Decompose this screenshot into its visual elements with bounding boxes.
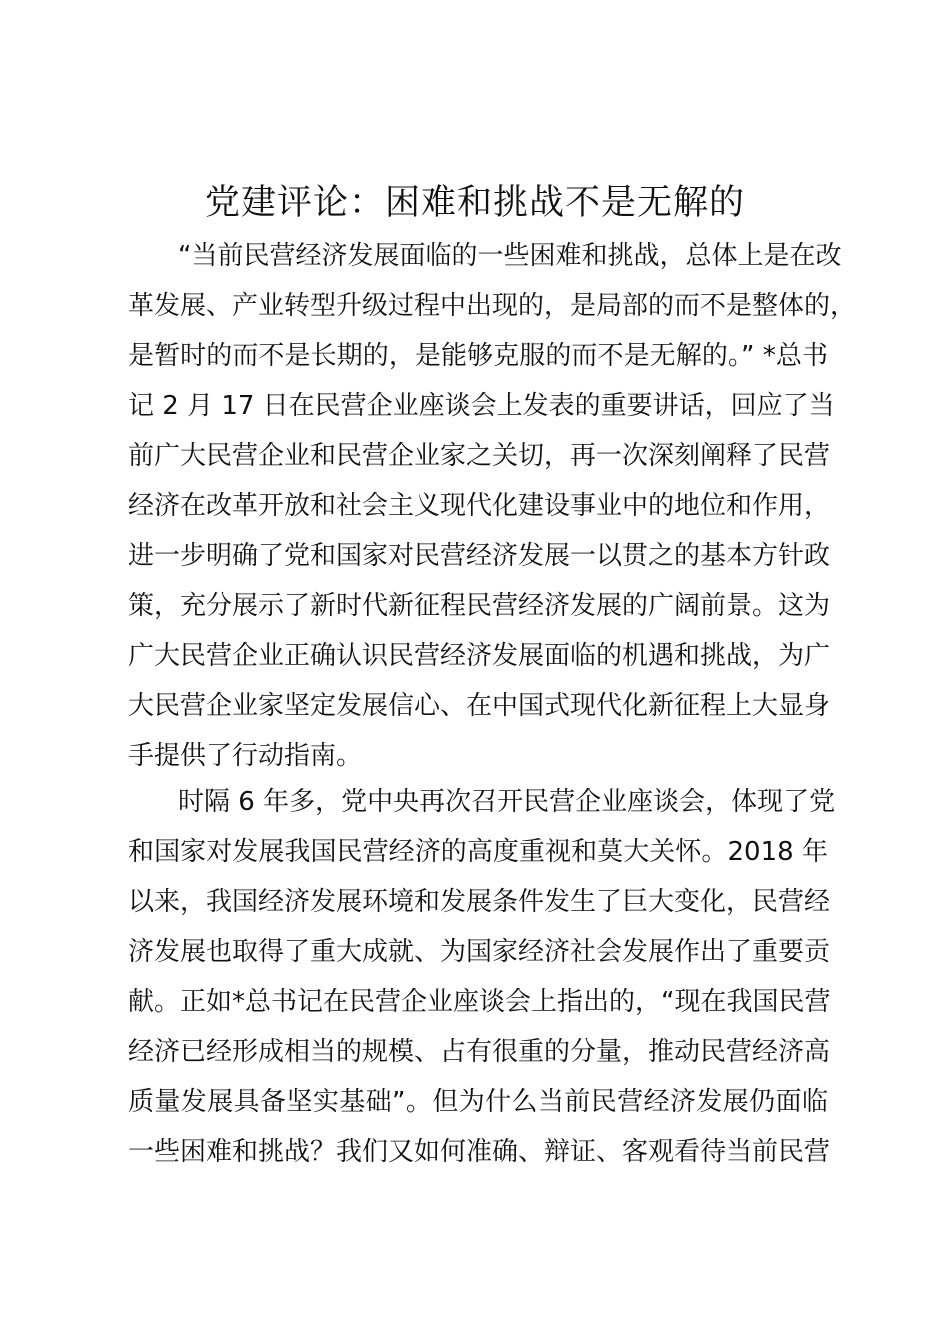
paragraph-2: [128, 777, 836, 1177]
text-line: 广大民营企业正确认识民营经济发展面临的机遇和挑战，为广: [128, 641, 831, 671]
text-line: 经济已经形成相当的规模、占有很重的分量，推动民营经济高: [128, 1037, 831, 1067]
document-title: 党建评论：困难和挑战不是无解的: [204, 183, 745, 223]
text-line: 经济在改革开放和社会主义现代化建设事业中的地位和作用，: [128, 491, 831, 521]
text-line: 记 2 月 17 日在民营企业座谈会上发表的重要讲话，回应了当: [128, 391, 835, 421]
text-line: 济发展也取得了重大成就、为国家经济社会发展作出了重要贡: [128, 937, 831, 967]
text-line: 和国家对发展我国民营经济的高度重视和莫大关怀。2018 年: [128, 837, 828, 867]
text-line: 进一步明确了党和国家对民营经济发展一以贯之的基本方针政: [128, 541, 831, 571]
text-line: “当前民营经济发展面临的一些困难和挑战，总体上是在改: [178, 241, 842, 271]
text-line: 以来，我国经济发展环境和发展条件发生了巨大变化，民营经: [128, 887, 831, 917]
text-line: 革发展、产业转型升级过程中出现的，是局部的而不是整体的，: [128, 291, 857, 321]
text-line: 时隔 6 年多，党中央再次召开民营企业座谈会，体现了党: [178, 787, 836, 817]
text-line: 手提供了行动指南。: [128, 741, 363, 771]
paragraph-1: [128, 231, 857, 781]
text-line: 是暂时的而不是长期的，是能够克服的而不是无解的。” *总书: [128, 341, 828, 371]
text-line: 前广大民营企业和民营企业家之关切，再一次深刻阐释了民营: [128, 441, 831, 471]
text-line: 策，充分展示了新时代新征程民营经济发展的广阔前景。这为: [128, 591, 831, 621]
text-line: 献。正如*总书记在民营企业座谈会上指出的，“现在我国民营: [128, 987, 831, 1017]
text-line: 一些困难和挑战？我们又如何准确、辩证、客观看待当前民营: [128, 1137, 831, 1167]
text-line: 质量发展具备坚实基础”。但为什么当前民营经济发展仍面临: [128, 1087, 828, 1117]
text-line: 大民营企业家坚定发展信心、在中国式现代化新征程上大显身: [128, 691, 831, 721]
